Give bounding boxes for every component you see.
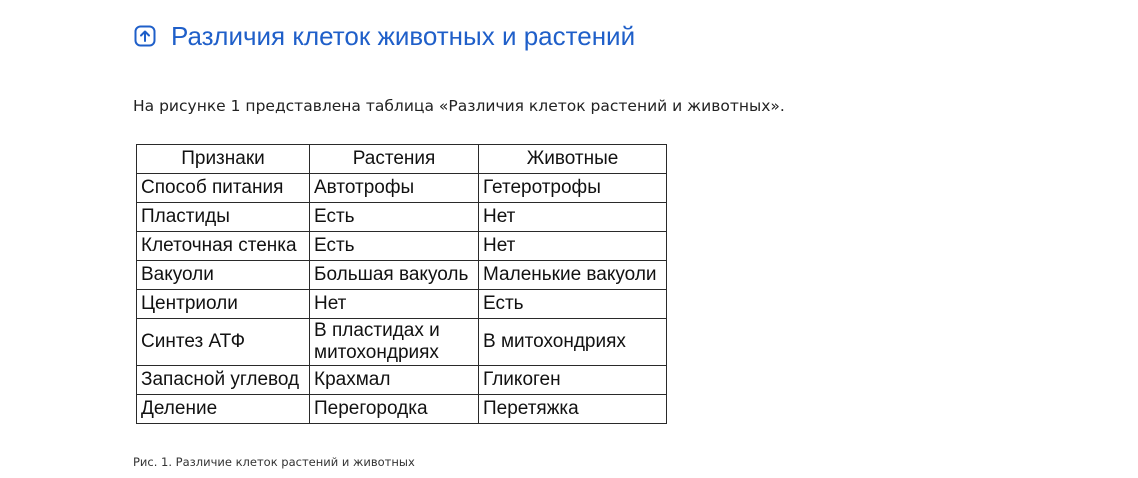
table-cell: Запасной углевод bbox=[137, 366, 310, 395]
header-plants: Растения bbox=[310, 145, 479, 174]
header-features: Признаки bbox=[137, 145, 310, 174]
table-cell: Крахмал bbox=[310, 366, 479, 395]
table-cell: Синтез АТФ bbox=[137, 319, 310, 366]
table-cell: Есть bbox=[310, 232, 479, 261]
table-cell: Нет bbox=[479, 232, 667, 261]
table-row bbox=[137, 203, 667, 232]
table-cell: Есть bbox=[310, 203, 479, 232]
table-cell: Способ питания bbox=[137, 174, 310, 203]
cell-differences-table bbox=[136, 144, 667, 424]
table-cell: Нет bbox=[479, 203, 667, 232]
table-cell: Нет bbox=[310, 290, 479, 319]
intro-paragraph: На рисунке 1 представлена таблица «Различия клеток растений и животных». bbox=[133, 97, 785, 115]
table-row bbox=[137, 290, 667, 319]
table-cell: Гетеротрофы bbox=[479, 174, 667, 203]
table-cell: Есть bbox=[479, 290, 667, 319]
header-animals: Животные bbox=[479, 145, 667, 174]
table-cell: Перегородка bbox=[310, 395, 479, 424]
table-row bbox=[137, 174, 667, 203]
table-row bbox=[137, 319, 667, 366]
figure-table-image bbox=[136, 144, 667, 424]
section-title: Различия клеток животных и растений bbox=[171, 20, 636, 51]
section-heading bbox=[133, 19, 635, 53]
table-row bbox=[137, 366, 667, 395]
table-cell: В пластидах и митохондриях bbox=[310, 319, 479, 366]
table-cell: В митохондриях bbox=[479, 319, 667, 366]
table-row bbox=[137, 261, 667, 290]
table-cell: Автотрофы bbox=[310, 174, 479, 203]
table-cell: Маленькие вакуоли bbox=[479, 261, 667, 290]
table-cell: Гликоген bbox=[479, 366, 667, 395]
table-cell: Пластиды bbox=[137, 203, 310, 232]
table-cell: Клеточная стенка bbox=[137, 232, 310, 261]
table-cell: Большая вакуоль bbox=[310, 261, 479, 290]
table-cell: Центриоли bbox=[137, 290, 310, 319]
table-row bbox=[137, 232, 667, 261]
table-cell: Вакуоли bbox=[137, 261, 310, 290]
table-cell: Перетяжка bbox=[479, 395, 667, 424]
figure-caption: Рис. 1. Различие клеток растений и животных bbox=[133, 455, 415, 469]
table-row bbox=[137, 395, 667, 424]
arrow-up-box-icon[interactable] bbox=[133, 24, 157, 48]
table-cell: Деление bbox=[137, 395, 310, 424]
table-header-row bbox=[137, 145, 667, 174]
